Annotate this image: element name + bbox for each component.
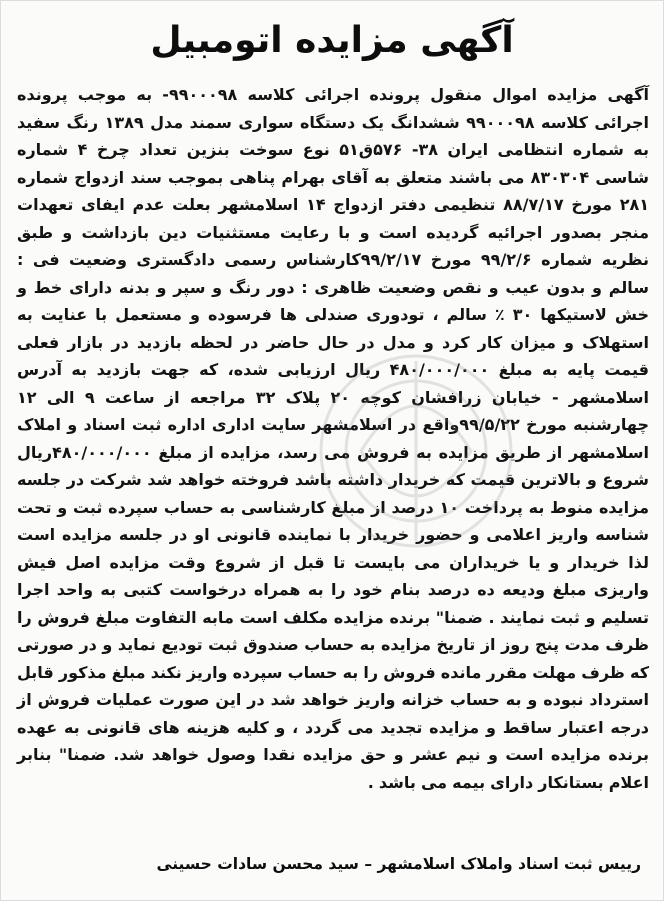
notice-body: آگهی مزایده اموال منقول پرونده اجرائی کلاسه ۹۹۰۰۰۹۸- به موجب پرونده اجرائی کلاسه ۹۹۰۰۰۹۸ ششدانگ یک دستگاه سواری سمند مدل ۱۳۸۹ رنگ سفید به شماره انتظامی ایران ۳۸- ۵۷۶ق۵۱ نوع سوخت بنزین تعداد چرخ ۴ شماره شاسی ۸۳۰۳۰۴ می باشند متعلق به آقای بهرام پناهی بموجب سند ازدواج شماره ۲۸۱ مورخ ۸۸/۷/۱۷ تنظیمی دفتر ازدواج ۱۴ اسلامشهر بعلت عدم ایفای تعهدات منجر بصدور اجرائیه گردیده است و با رعایت مستثنیات دین بازداشت و طبق نظریه شماره ۹۹/۲/۶ مورخ ۹۹/۲/۱۷کارشناس رسمی دادگستری وضعیت فی : سالم و بدون عیب و نقص وضعیت ظاهری : دور رنگ و سپر و بدنه دارای خط و خش لاستیکها ۳۰ ٪ سالم ، تودوری صندلی ها فرسوده و مستعمل با عنایت به استهلاک و میزان کار کرد و مدل در حال حاضر در لحظه بازدید در بازار فعلی قیمت پایه به مبلغ ۴۸۰/۰۰۰/۰۰۰ ریال ارزیابی شده، که جهت بازدید به آدرس اسلامشهر - خیابان زرافشان کوچه ۲۰ پلاک ۳۲ مراجعه از ساعت ۹ الی ۱۲ چهارشنبه مورخ ۹۹/۵/۲۲واقع در اسلامشهر سایت اداری اداره ثبت اسناد و املاک اسلامشهر از طریق مزایده به فروش می رسد، مزایده از مبلغ ۴۸۰/۰۰۰/۰۰۰ریال شروع و بالاترین قیمت که خریدار داشته باشد فروخته خواهد شد شرکت در جلسه مزایده منوط به پرداخت ۱۰ درصد از مبلغ کارشناسی به حساب سپرده ثبت و تحت شناسه واریز اعلامی و حضور خریدار با نماینده قانونی او در جلسه مزایده است لذا خریدار و یا خریداران می بایست تا قبل از شروع وقت مزایده اصل فیش واریزی مبلغ ودیعه ده درصد بنام خود را به همراه درخواست کتبی به واحد اجرا تسلیم و ثبت نمایند . ضمنا" برنده مزایده مکلف است مابه التفاوت مبلغ فروش را ظرف مدت پنج روز از تاریخ مزایده به حساب صندوق ثبت تودیع نماید و در صورتی که ظرف مهلت مقرر مانده فروش را به حساب سپرده واریز نکند مبلغ مذکور قابل استرداد نبوده و به حساب خزانه واریز خواهد شد در این صورت عملیات فروش از درجه اعتبار ساقط و مزایده تجدید می گردد ، و کلیه هزینه های قانونی به عهده برنده مزایده است و نیم عشر و حق مزایده نقدا وصول خواهد شد. ضمنا" بنابر اعلام بستانکار دارای بیمه می باشد . — [17, 85, 650, 792]
notice-title: آگهی مزایده اتومبیل — [150, 20, 514, 61]
notice-signature: رییس ثبت اسناد واملاک اسلامشهر – سید محسن سادات حسینی — [156, 855, 641, 873]
